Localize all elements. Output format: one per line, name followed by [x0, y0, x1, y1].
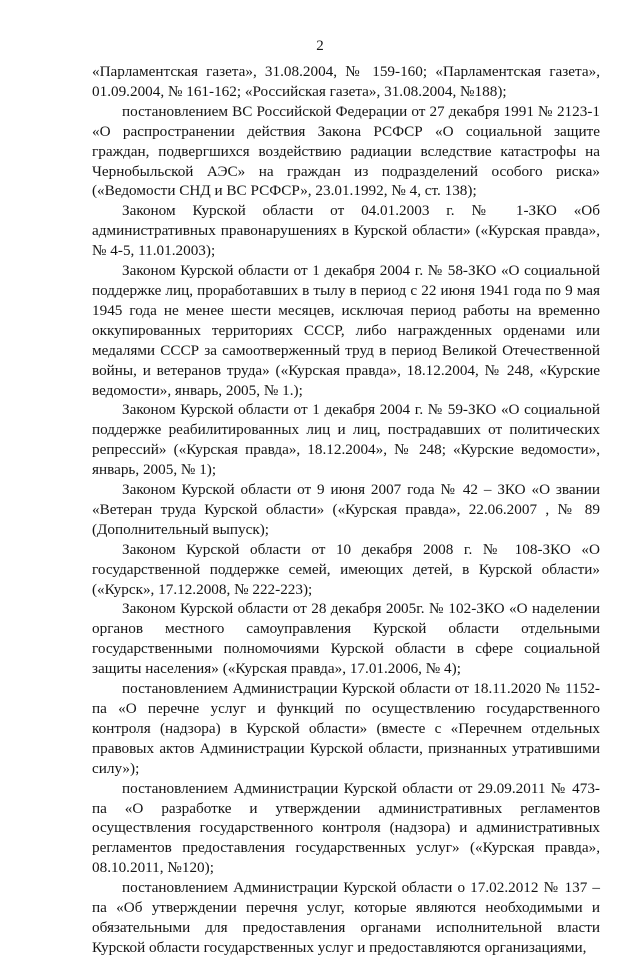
paragraph-citation-continuation: «Парламентская газета», 31.08.2004, № 159-160; «Парламентская газета», 01.09.2004, № 161-162; «Российская газета», 31.08.2004, №188); [92, 63, 600, 100]
paragraph-law-labor-veteran: Законом Курской области от 9 июня 2007 года № 42 – ЗКО «О звании «Ветеран труда Курской области» («Курская правда», 22.06.2007 , № 89 (Дополнительный выпуск); [92, 481, 600, 538]
document-body [92, 62, 600, 958]
paragraph-law-rehabilitated: Законом Курской области от 1 декабря 2004 г. № 59-ЗКО «О социальной поддержке реабилитированных лиц и лиц, пострадавших от политических репрессий» («Курская правда», 18.12.2004», № 248; «Курские ведомости», январь, 2005, № 1); [92, 401, 600, 479]
paragraph-resolution-required-services: постановлением Администрации Курской области о 17.02.2012 № 137 – па «Об утверждении перечня услуг, которые являются необходимыми и обязательными для предоставления органами исполнительной власти Курской области государственных услуг и предоставляются организациями, [92, 879, 600, 956]
paragraph-resolution-regulations: постановлением Администрации Курской области от 29.09.2011 № 473-па «О разработке и утверждении административных регламентов осуществления государственного контроля (надзора) и административных регламентов предоставления государственных услуг» («Курская правда», 08.10.2011, №120); [92, 779, 600, 877]
paragraph-law-family-support: Законом Курской области от 10 декабря 2008 г. № 108-ЗКО «О государственной поддержке семей, имеющих детей, в Курской области» («Курск», 17.12.2008, № 222-223); [92, 540, 600, 598]
paragraph-resolution-chernobyl: постановлением ВС Российской Федерации от 27 декабря 1991 № 2123-1 «О распространении действия Закона РСФСР «О социальной защите граждан, подвергшихся воздействию радиации вследствие катастрофы на Чернобыльской АЭС» на граждан из подразделений особого риска» («Ведомости СНД и ВС РСФСР», 23.01.1992, № 4, ст. 138); [92, 102, 600, 200]
paragraph-law-local-authority: Законом Курской области от 28 декабря 2005г. № 102-ЗКО «О наделении органов местного самоуправления Курской области отдельными государственными полномочиями Курской области в сфере социальной защиты населения» («Курская правда», 17.01.2006, № 4); [92, 600, 600, 678]
paragraph-law-rear-workers: Законом Курской области от 1 декабря 2004 г. № 58-ЗКО «О социальной поддержке лиц, проработавших в тылу в период с 22 июня 1941 года по 9 мая 1945 года не менее шести месяцев, исключая период работы на временно оккупированных территориях СССР, либо награжденных орденами или медалями СССР за самоотверженный труд в период Великой Отечественной войны, и ветеранов труда» («Курская правда», 18.12.2004, № 248, «Курские ведомости», январь, 2005, № 1.); [92, 262, 600, 399]
paragraph-law-administrative-offenses: Законом Курской области от 04.01.2003 г. № 1-ЗКО «Об административных правонарушениях в Курской области» («Курская правда», № 4-5, 11.01.2003); [92, 202, 600, 260]
paragraph-resolution-services-list: постановлением Администрации Курской области от 18.11.2020 № 1152-па «О перечне услуг и функций по осуществлению государственного контроля (надзора) в Курской области» (вместе с «Перечнем отдельных правовых актов Администрации Курской области, признанных утратившими силу»); [92, 680, 600, 777]
page-number: 2 [316, 38, 324, 54]
